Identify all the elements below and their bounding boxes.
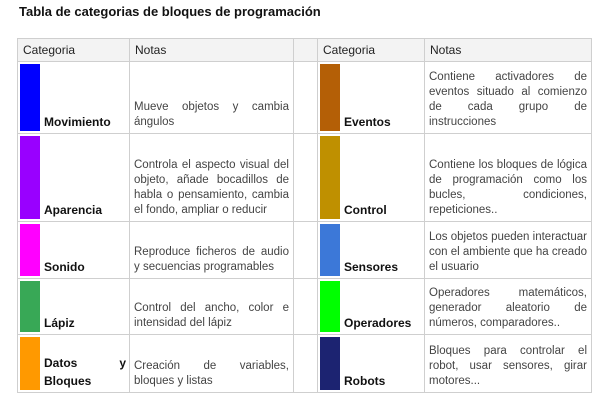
table-row: [18, 134, 592, 222]
spacer-cell: [294, 279, 318, 335]
color-swatch: [320, 64, 340, 131]
category-name: Robots: [344, 374, 386, 388]
notes-cell: [425, 62, 592, 134]
color-swatch: [20, 136, 40, 219]
category-cell: [18, 222, 130, 279]
table-row: [18, 222, 592, 279]
color-swatch: [20, 64, 40, 131]
notes-cell: [425, 134, 592, 222]
table-row: [18, 335, 592, 393]
category-cell: [318, 222, 425, 279]
category-note: Los objetos pueden interactuar con el ambiente que ha creado el usuario: [429, 231, 587, 273]
spacer-cell: [294, 335, 318, 393]
color-swatch: [320, 337, 340, 390]
notes-cell: [130, 62, 294, 134]
spacer-cell: [294, 134, 318, 222]
notes-cell: [425, 222, 592, 279]
header-notas: Notas: [425, 39, 592, 62]
category-name: Sonido: [44, 260, 85, 274]
category-note: Reproduce ficheros de audio y secuencias programables: [134, 246, 289, 273]
notes-cell: [425, 335, 592, 393]
spacer-cell: [294, 39, 318, 62]
header-categoria: Categoria: [318, 39, 425, 62]
notes-cell: [130, 134, 294, 222]
category-name: Eventos: [344, 115, 391, 129]
color-swatch: [20, 337, 40, 390]
category-note: Controla el aspecto visual del objeto, añade bocadillos de habla o pensamiento, cambia el fondo, ampliar o reducir: [134, 159, 289, 216]
category-name: Sensores: [344, 260, 399, 274]
table-row: [18, 279, 592, 335]
category-cell: [318, 134, 425, 222]
category-note: Contiene los bloques de lógica de programación como los bucles, condiciones, repeticiones..: [429, 159, 587, 216]
header-categoria: Categoria: [18, 39, 130, 62]
color-swatch: [20, 224, 40, 276]
category-cell: [18, 134, 130, 222]
table-header-row: [18, 39, 592, 62]
notes-cell: [130, 279, 294, 335]
category-name: Movimiento: [44, 115, 111, 129]
category-name: Control: [344, 203, 387, 217]
category-note: Operadores matemáticos, generador aleatorio de números, comparadores..: [429, 287, 587, 329]
category-name: Operadores: [344, 316, 412, 330]
category-note: Contiene activadores de eventos situado al comienzo de cada grupo de instrucciones: [429, 71, 587, 128]
color-swatch: [20, 281, 40, 332]
category-name: Lápiz: [44, 316, 75, 330]
category-cell: [318, 62, 425, 134]
table-row: [18, 62, 592, 134]
color-swatch: [320, 224, 340, 276]
spacer-cell: [294, 222, 318, 279]
category-name-part: Datos: [44, 356, 78, 370]
page-title: Tabla de categorias de bloques de programación: [19, 4, 321, 19]
spacer-cell: [294, 62, 318, 134]
category-name: Aparencia: [44, 203, 103, 217]
category-note: Control del ancho, color e intensidad del lápiz: [134, 302, 289, 329]
category-cell: [318, 279, 425, 335]
category-cell: [18, 62, 130, 134]
category-name-line2: Bloques: [44, 374, 92, 388]
notes-cell: [130, 222, 294, 279]
category-name-part: y: [119, 356, 126, 370]
notes-cell: [425, 279, 592, 335]
color-swatch: [320, 136, 340, 219]
category-cell: [18, 279, 130, 335]
color-swatch: [320, 281, 340, 332]
categories-table: [17, 38, 592, 393]
category-note: Bloques para controlar el robot, usar sensores, girar motores...: [429, 345, 587, 387]
category-note: Creación de variables, bloques y listas: [134, 360, 289, 387]
category-note: Mueve objetos y cambia ángulos: [134, 101, 289, 128]
category-cell: [18, 335, 130, 393]
notes-cell: [130, 335, 294, 393]
category-cell: [318, 335, 425, 393]
header-notas: Notas: [130, 39, 294, 62]
